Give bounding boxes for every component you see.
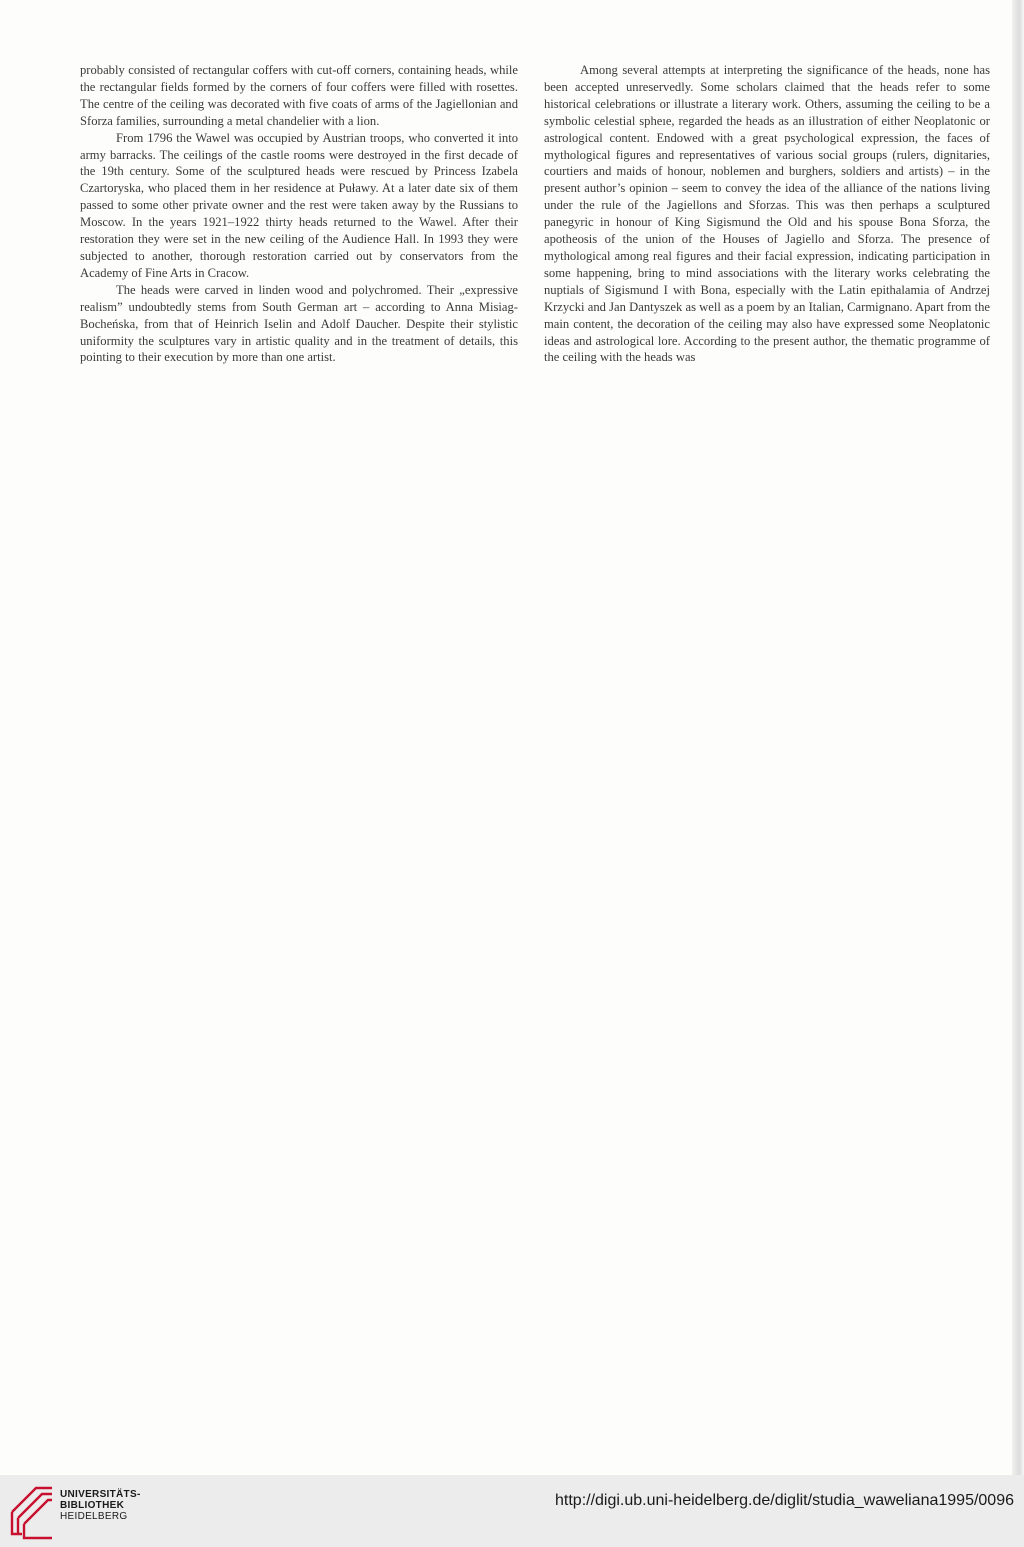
- page-edge-shadow: [1012, 0, 1024, 1475]
- left-text-column: [80, 62, 518, 366]
- library-name-line-3: HEIDELBERG: [60, 1511, 128, 1522]
- right-text-column: [544, 62, 990, 366]
- left-paragraph-2: From 1796 the Wawel was occupied by Austrian troops, who converted it into army barracks. The ceilings of the castle rooms were destroyed in the first decade of the 19th century. Some of the sculptured heads were rescued by Princess Izabela Czartoryska, who placed them in her residence at Puławy. At a later date six of them passed to some other private owner and the rest were taken away by the Russians to Moscow. In the years 1921–1922 thirty heads returned to the Wawel. After their restoration they were set in the new ceiling of the Audience Hall. In 1993 they were subjected to another, thorough restoration carried out by conservators from the Academy of Fine Arts in Cracow.: [80, 130, 518, 280]
- left-paragraph-1: probably consisted of rectangular coffers with cut-off corners, containing heads, while the rectangular fields formed by the corners of four coffers were filled with rosettes. The centre of the ceiling was decorated with five coats of arms of the Jagiellonian and Sforza families, surrounding a metal chandelier with a lion.: [80, 63, 518, 128]
- left-paragraph-3: The heads were carved in linden wood and polychromed. Their „expressive realism” undoubtedly stems from South German art – according to Anna Misiag-Bocheńska, from that of Heinrich Iselin and Adolf Daucher. Despite their stylistic uniformity the sculptures vary in artistic quality and in the treatment of details, this pointing to their execution by more than one artist.: [80, 282, 518, 365]
- library-name-line-1: UNIVERSITÄTS-: [60, 1489, 141, 1500]
- permalink-url[interactable]: http://digi.ub.uni-heidelberg.de/diglit/studia_waweliana1995/0096: [555, 1492, 1014, 1509]
- library-name[interactable]: [60, 1489, 141, 1522]
- heidelberg-library-logo-icon[interactable]: [8, 1484, 56, 1540]
- right-paragraph-1: Among several attempts at interpreting the significance of the heads, none has been accepted unreservedly. Some scholars claimed that the heads refer to some historical celebrations or illustrate a literary work. Others, assuming the ceiling to be a symbolic celestial spheıe, regarded the heads as an illustration of either Neoplatonic or astrological content. Endowed with a great psychological expression, the faces of mythological figures and representatives of various social groups (rulers, dignitaries, courtiers and maids of honour, noblemen and burghers, soldiers and artists) – in the present author’s opinion – seem to convey the idea of the alliance of the nations living under the rule of the Jagiellons and Sforzas. This was then perhaps a sculptured panegyric in honour of King Sigismund the Old and his spouse Bona Sforza, the apotheosis of the union of the Houses of Jagiello and Sforza. The presence of mythological among real figures and their facial expression, indicating participation in some happening, bring to mind associations with the literary works celebrating the nuptials of Sigismund I with Bona, especially with the Latin epithalamia of Andrzej Krzycki and Jan Dantyszek as well as a poem by an Italian, Carmignano. Apart from the main content, the decoration of the ceiling may also have expressed some Neoplatonic ideas and astrological lore. According to the present author, the thematic programme of the ceiling with the heads was: [544, 63, 990, 365]
- digitization-footer: [0, 1475, 1024, 1547]
- library-name-line-2: BIBLIOTHEK: [60, 1500, 125, 1511]
